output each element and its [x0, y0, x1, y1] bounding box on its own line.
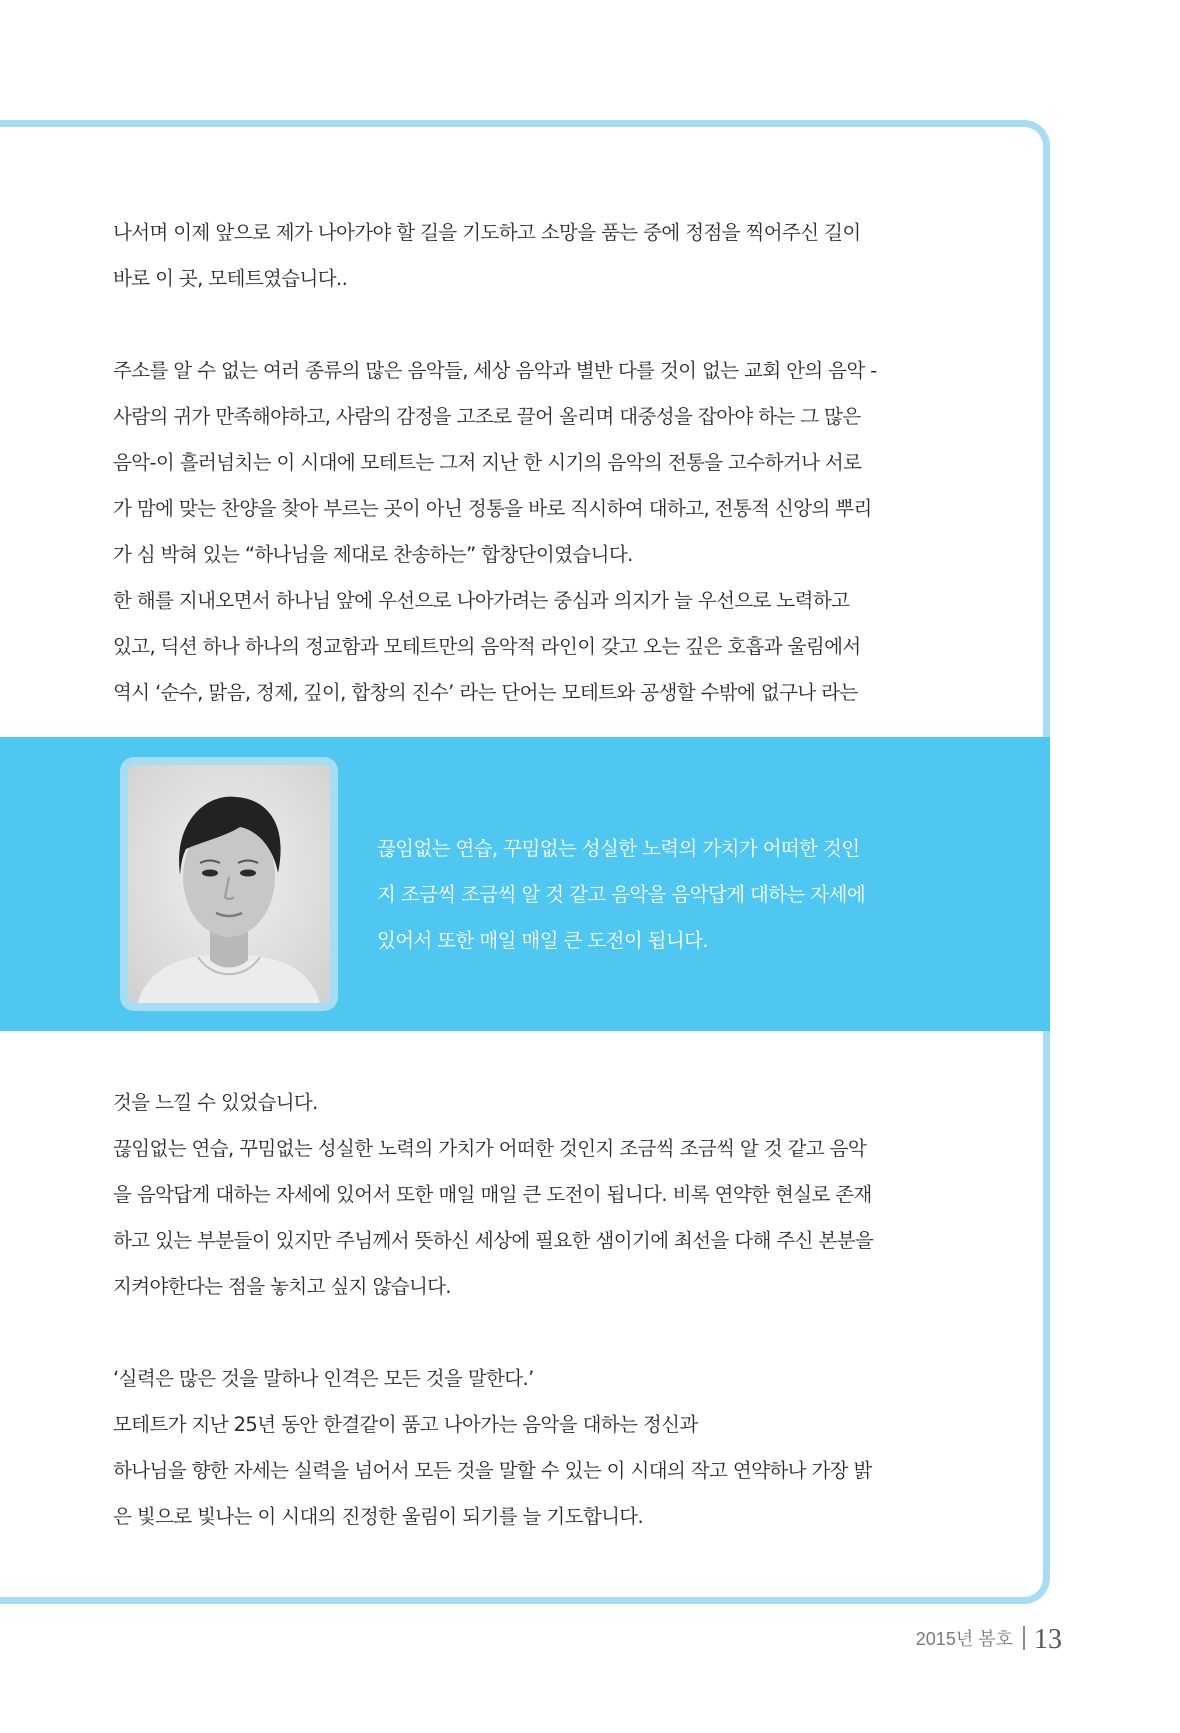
body-text-line: 하고 있는 부분들이 있지만 주님께서 뜻하신 세상에 필요한 샘이기에 최선을 다해 주신 본분을: [113, 1229, 874, 1252]
paragraph-break: [113, 302, 873, 348]
article-body-bottom: [113, 1080, 873, 1540]
quote-line: 지 조금씩 조금씩 알 것 같고 음악을 음악답게 대하는 자세에: [377, 883, 866, 906]
body-text-line: 음악-이 흘러넘치는 이 시대에 모테트는 그저 지난 한 시기의 음악의 전통을 고수하거나 서로: [113, 451, 862, 474]
body-text-line: 가 맘에 맞는 찬양을 찾아 부르는 곳이 아닌 정통을 바로 직시하여 대하고, 전통적 신앙의 뿌리: [113, 497, 872, 520]
body-text-line: 을 음악답게 대하는 자세에 있어서 또한 매일 매일 큰 도전이 됩니다. 비록 연약한 현실로 존재: [113, 1183, 872, 1206]
body-text-line: 나서며 이제 앞으로 제가 나아가야 할 길을 기도하고 소망을 품는 중에 정점을 찍어주신 길이: [113, 221, 861, 244]
body-text-line: 한 해를 지내오면서 하나님 앞에 우선으로 나아가려는 중심과 의지가 늘 우선으로 노력하고: [113, 589, 850, 612]
page-number: 13: [1034, 1624, 1062, 1655]
body-text-line: 것을 느낄 수 있었습니다.: [113, 1091, 318, 1114]
footer-separator: [1023, 1626, 1025, 1650]
body-text-line: ‘실력은 많은 것을 말하나 인격은 모든 것을 말한다.’: [113, 1367, 534, 1390]
body-text-line: 바로 이 곳, 모테트였습니다..: [113, 267, 348, 290]
body-text-line: 은 빛으로 빛나는 이 시대의 진정한 울림이 되기를 늘 기도합니다.: [113, 1505, 644, 1528]
page-footer: [916, 1624, 1062, 1656]
portrait-image: [128, 765, 330, 1003]
body-text-line: 하나님을 향한 자세는 실력을 넘어서 모든 것을 말할 수 있는 이 시대의 작고 연약하나 가장 밝: [113, 1459, 872, 1482]
body-text-line: 끊임없는 연습, 꾸밈없는 성실한 노력의 가치가 어떠한 것인지 조금씩 조금씩 알 것 같고 음악: [113, 1137, 867, 1160]
article-body-top: [113, 210, 877, 716]
body-text-line: 역시 ‘순수, 맑음, 정제, 깊이, 합창의 진수’ 라는 단어는 모테트와 공생할 수밖에 없구나 라는: [113, 681, 858, 704]
body-text-line: 가 심 박혀 있는 “하나님을 제대로 찬송하는” 합창단이였습니다.: [113, 543, 633, 566]
body-text-line: 사람의 귀가 만족해야하고, 사람의 감정을 고조로 끌어 올리며 대중성을 잡아야 하는 그 많은: [113, 405, 861, 428]
body-text-line: 지켜야한다는 점을 놓치고 싶지 않습니다.: [113, 1275, 452, 1298]
pull-quote: [377, 826, 897, 964]
quote-line: 끊임없는 연습, 꾸밈없는 성실한 노력의 가치가 어떠한 것인: [377, 837, 860, 860]
paragraph-break: [113, 1310, 873, 1356]
body-text-line: 주소를 알 수 없는 여러 종류의 많은 음악들, 세상 음악과 별반 다를 것이 없는 교회 안의 음악 -: [113, 359, 877, 382]
body-text-line: 있고, 딕션 하나 하나의 정교함과 모테트만의 음악적 라인이 갖고 오는 깊은 호흡과 울림에서: [113, 635, 861, 658]
issue-label: 2015년 봄호: [915, 1629, 1013, 1649]
portrait-frame: [120, 757, 338, 1011]
body-text-line: 모테트가 지난 25년 동안 한결같이 품고 나아가는 음악을 대하는 정신과: [113, 1413, 698, 1436]
portrait-photo: [128, 765, 330, 1003]
quote-line: 있어서 또한 매일 매일 큰 도전이 됩니다.: [377, 929, 708, 952]
